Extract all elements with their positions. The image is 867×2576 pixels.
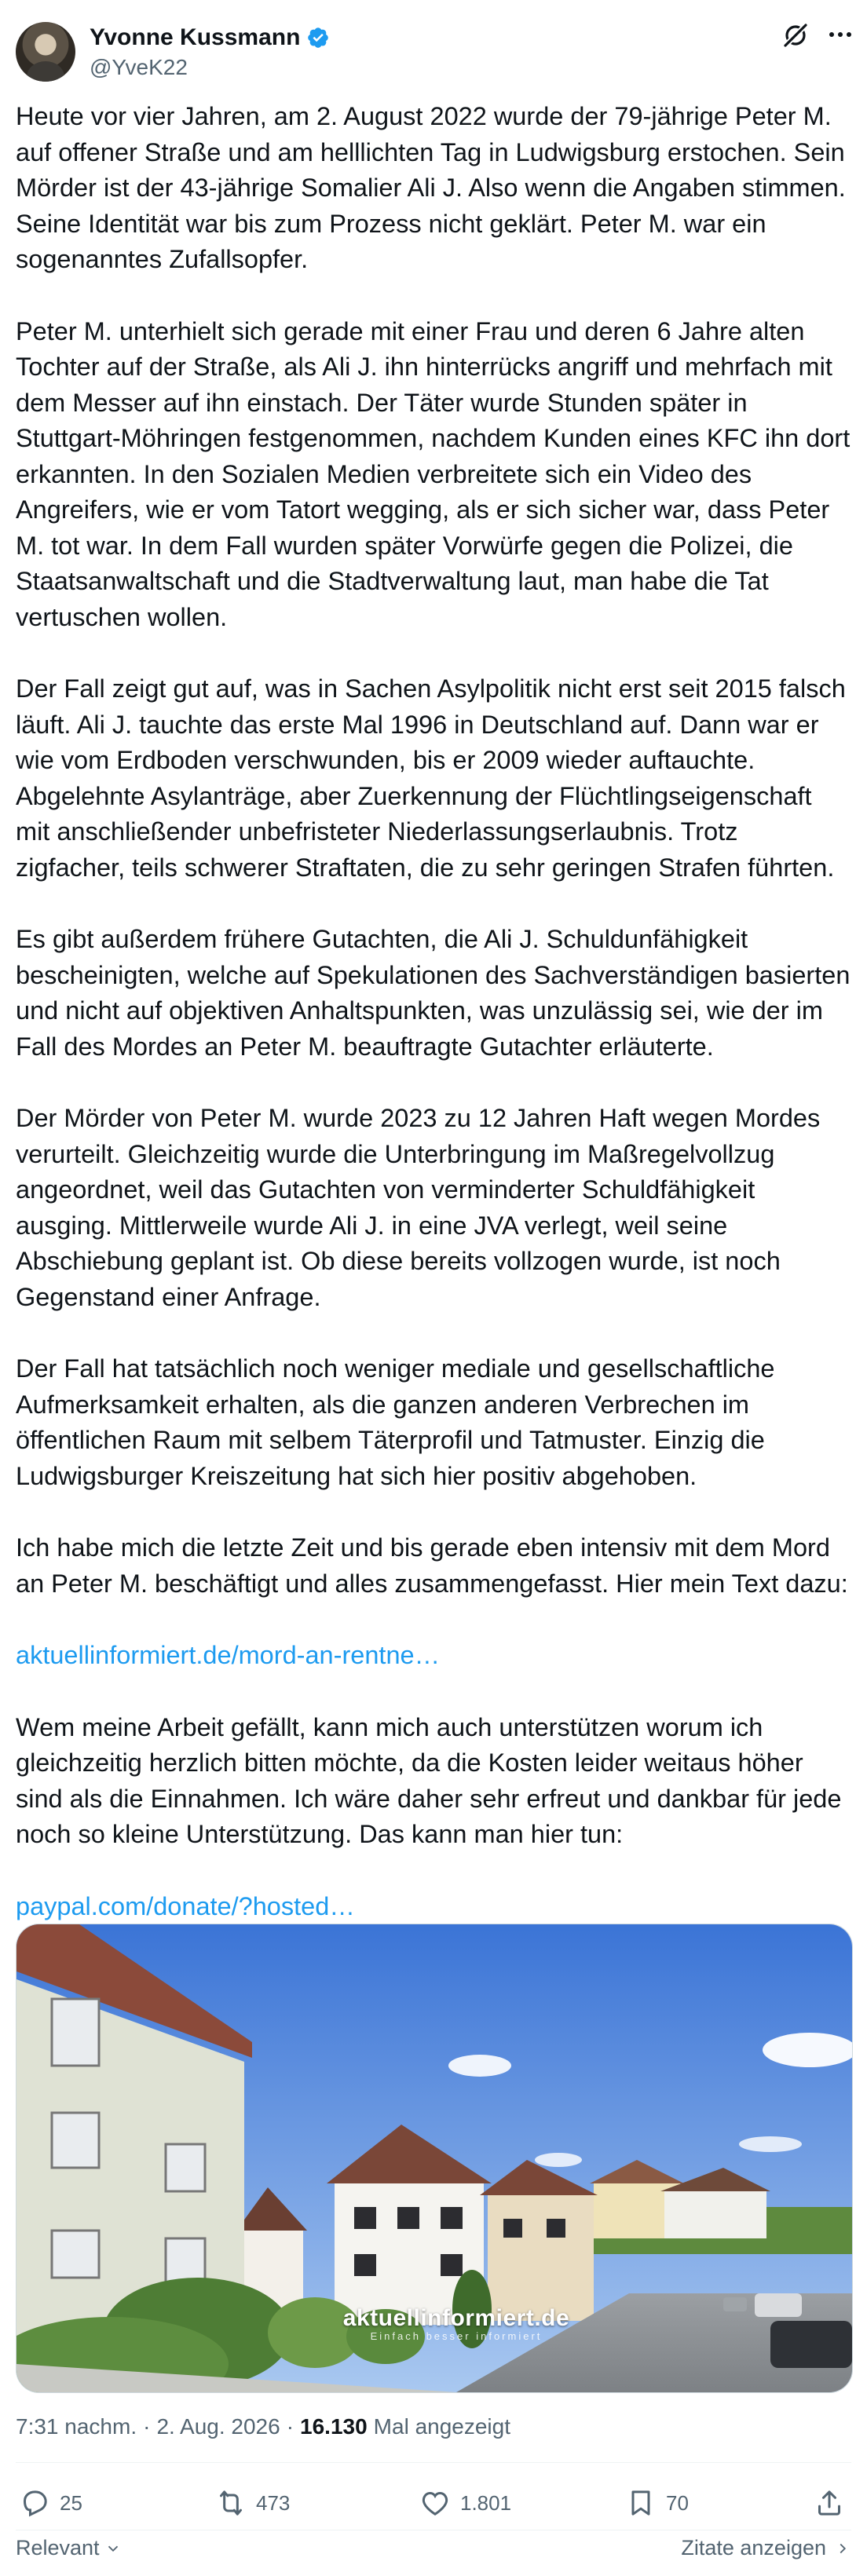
like-button[interactable] [419,2481,511,2525]
views-count[interactable]: 16.130 [300,2414,368,2439]
action-bar [16,2481,851,2525]
sort-label: Relevant [16,2536,100,2560]
heart-icon [419,2487,451,2519]
replies-footer [16,2533,851,2564]
share-button[interactable] [814,2481,845,2525]
meta-separator: · [286,2414,294,2439]
article-link[interactable]: aktuellinformiert.de/mord-an-rentne… [16,1641,441,1669]
repost-button[interactable] [215,2481,290,2525]
post-paragraph: Der Fall hat tatsächlich noch weniger mediale und gesellschaftliche Aufmerksamkeit erhalten, als die ganzen anderen Verbrechen im öffentlichen Raum mit selbem Täterprofil und Tatmuster. Einzig die Ludwigsburger Kreiszeitung hat sich hier positiv abgehoben. [16,1354,775,1490]
reply-button[interactable] [19,2481,82,2525]
post-paragraph: Peter M. unterhielt sich gerade mit einer Frau und deren 6 Jahre alten Tochter auf der Straße, als Ali J. ihn hinterrücks angriff und mehrfach mit dem Messer auf ihn einstach. Der Täter wurde Stunden später in Stuttgart-Möhringen festgenommen, nachdem Kunden eines KFC ihn dort erkannten. In den Sozialen Medien verbreitete sich ein Video des Angreifers, wie er vom Tatort wegging, als er sich sicher war, dass Peter M. tot war. In dem Fall wurden später Vorwürfe gegen die Polizei, die Staatsanwaltschaft und die Stadtverwaltung laut, man habe die Tat vertuschen wollen. [16,316,851,631]
quotes-label: Zitate anzeigen [681,2536,826,2560]
post-text [16,99,851,1960]
reply-icon [19,2487,50,2519]
more-options-icon[interactable] [825,19,856,50]
post-paragraph: Es gibt außerdem frühere Gutachten, die Ali J. Schuldunfähigkeit bescheinigten, welche auf Spekulationen des Sachverständigen basierten und nicht auf objektiven Anhaltspunkten, was unzulässig sei, wie der im Fall des Mordes an Peter M. beauftragte Gutachter erläuterte. [16,925,851,1061]
post-date[interactable]: 2. Aug. 2026 [156,2414,280,2439]
bookmark-count: 70 [666,2490,689,2515]
post-meta [16,2414,510,2439]
post-paragraph: Ich habe mich die letzte Zeit und bis gerade eben intensiv mit dem Mord an Peter M. beschäftigt und alles zusammengefasst. Hier mein Text dazu: [16,1533,848,1598]
author-name[interactable]: Yvonne Kussmann [90,24,301,50]
bookmark-button[interactable] [625,2481,689,2525]
author-handle[interactable]: @YveK22 [90,55,188,79]
view-quotes-link[interactable] [681,2536,851,2560]
verified-badge-icon[interactable] [306,26,330,49]
post-paragraph: Wem meine Arbeit gefällt, kann mich auch unterstützen worum ich gleichzeitig herzlich bitten möchte, da die Kosten leider weitaus höher sind als die Einnahmen. Ich wäre daher sehr erfreut und dankbar für jede noch so kleine Unterstützung. Das kann man hier tun: [16,1712,842,1848]
divider [16,2462,851,2463]
views-label[interactable]: Mal angezeigt [373,2414,511,2439]
repost-count: 473 [256,2490,291,2515]
post-image[interactable] [16,1924,853,2393]
meta-separator: · [143,2414,151,2439]
author-block [90,22,330,80]
watermark-title: aktuellinformiert.de [342,2305,570,2331]
like-count: 1.801 [460,2490,512,2515]
post-paragraph: Heute vor vier Jahren, am 2. August 2022 wurde der 79-jährige Peter M. auf offener Straße und am helllichten Tag in Ludwigsburg erstochen. Sein Mörder ist der 43-jährige Somalier Ali J. Also wenn die Angaben stimmen. Seine Identität war bis zum Prozess nicht geklärt. Peter M. war ein sogenanntes Zufallsopfer. [16,102,846,273]
grok-icon[interactable] [779,19,812,52]
image-watermark [327,2305,586,2342]
donate-link[interactable]: paypal.com/donate/?hosted… [16,1891,355,1920]
sort-dropdown[interactable] [16,2536,122,2560]
chevron-right-icon [834,2540,851,2557]
reply-count: 25 [60,2490,82,2515]
repost-icon [215,2487,247,2519]
post-time[interactable]: 7:31 nachm. [16,2414,137,2439]
share-icon [814,2487,845,2519]
watermark-subtitle: Einfach besser informiert [370,2330,543,2342]
post-paragraph: Der Fall zeigt gut auf, was in Sachen Asylpolitik nicht erst seit 2015 falsch läuft. Ali J. tauchte das erste Mal 1996 in Deutschland auf. Dann war er wie vom Erdboden verschwunden, bis er 2009 wieder auftauchte. Abgelehnte Asylanträge, aber Zuerkennung der Flüchtlingseigenschaft mit anschließender unbefristeter Niederlassungserlaubnis. Trotz zigfacher, teils schwerer Straftaten, die zu sehr geringen Strafen führten. [16,674,846,882]
bookmark-icon [625,2487,657,2519]
avatar[interactable] [16,22,75,82]
post-paragraph: Der Mörder von Peter M. wurde 2023 zu 12 Jahren Haft wegen Mordes verurteilt. Gleichzeitig wurde die Unterbringung im Maßregelvollzug angeordnet, weil das Gutachten von verminderter Schuldfähigkeit ausging. Mittlerweile wurde Ali J. in eine JVA verlegt, weil seine Abschiebung geplant ist. Ob diese bereits vollzogen wurde, ist noch Gegenstand einer Anfrage. [16,1104,821,1311]
chevron-down-icon [104,2540,122,2557]
